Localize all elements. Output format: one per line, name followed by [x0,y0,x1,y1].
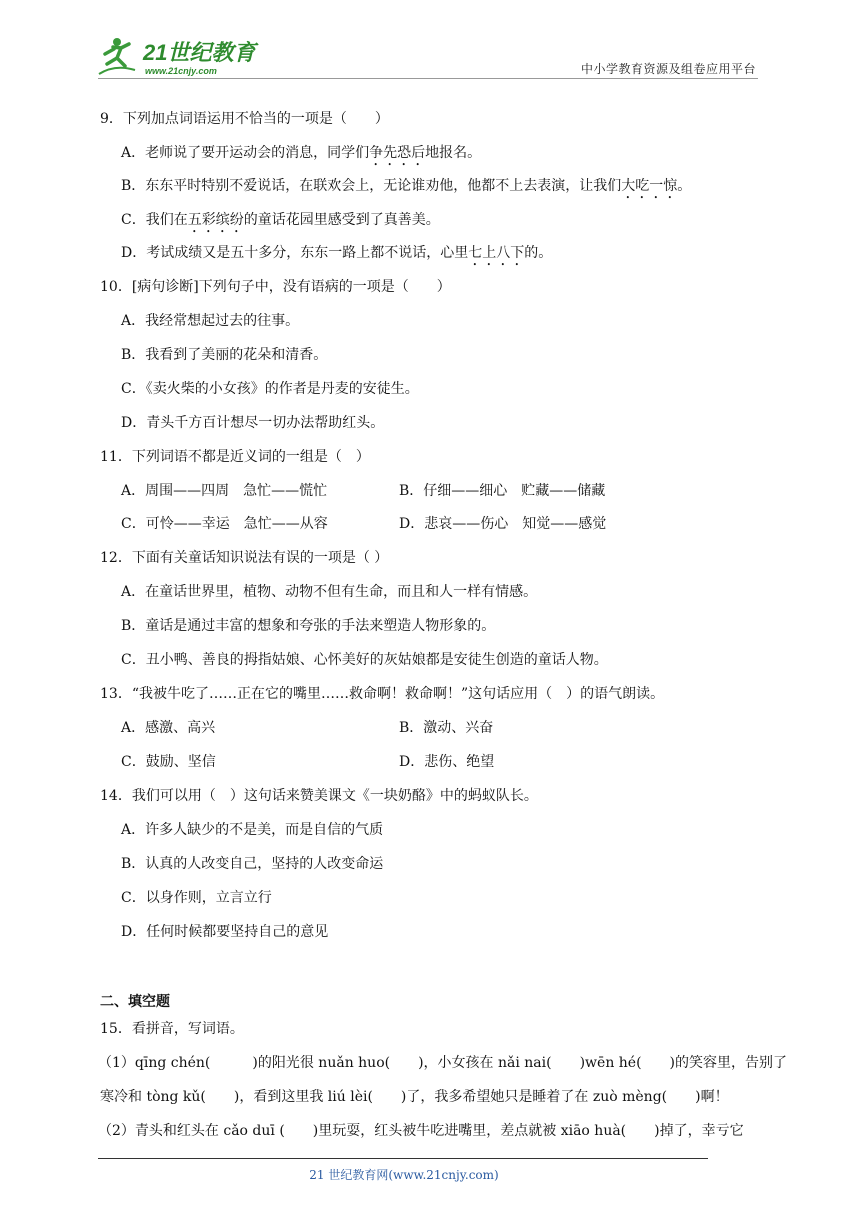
footer-divider [98,1158,708,1159]
q10-stem: 10．[病句诊断]下列句子中，没有语病的一项是（ ） [100,279,451,295]
q14-option-c: C．以身作则，立言立行 [121,890,272,906]
section-title-fill-in: 二、填空题 [100,994,170,1010]
q13-option-d: D．悲伤、绝望 [399,754,495,770]
q12-stem: 12．下面有关童话知识说法有误的一项是（ ） [100,550,389,566]
runner-icon [99,38,135,74]
q9-dotted-word-d: 七上八下 [468,245,525,261]
q9-option-a: A．老师说了要开运动会的消息，同学们争先恐后地报名。 [121,145,482,161]
q11-option-d: D．悲哀——伤心 知觉——感觉 [399,516,607,532]
logo-text: 21世纪教育 [143,40,256,65]
q15-stem: 15．看拼音，写词语。 [100,1021,244,1037]
q10-option-c: C．《卖火柴的小女孩》的作者是丹麦的安徒生。 [121,381,419,397]
q12-option-c: C．丑小鸭、善良的拇指姑娘、心怀美好的灰姑娘都是安徒生创造的童话人物。 [121,652,608,668]
q12-option-a: A．在童话世界里，植物、动物不但有生命，而且和人一样有情感。 [121,584,538,600]
q10-option-b: B．我看到了美丽的花朵和清香。 [121,347,328,363]
logo-url: www.21cnjy.com [145,66,217,76]
footer-text[interactable]: 21 世纪教育网(www.21cnjy.com) [309,1168,499,1182]
header-divider [98,78,758,79]
q10-option-a: A．我经常想起过去的往事。 [121,313,300,329]
q14-option-d: D．任何时候都要坚持自己的意见 [121,924,329,940]
q11-option-b: B．仔细——细心 贮藏——储藏 [399,483,606,499]
q14-option-a: A．许多人缺少的不是美，而是自信的气质 [121,822,384,838]
q11-option-c: C．可怜——幸运 急忙——从容 [121,516,328,532]
q13-option-c: C．鼓励、坚信 [121,754,216,770]
q9-stem: 9．下列加点词语运用不恰当的一项是（ ） [100,111,389,127]
q14-option-b: B．认真的人改变自己，坚持的人改变命运 [121,856,384,872]
q9-dotted-word-b: 大吃一惊 [621,178,678,194]
q9-option-d: D．考试成绩又是五十多分，东东一路上都不说话，心里七上八下的。 [121,245,553,261]
site-logo [95,34,260,78]
q9-option-c: C．我们在五彩缤纷的童话花园里感受到了真善美。 [121,212,440,228]
q11-option-a: A．周围——四周 急忙——慌忙 [121,483,328,499]
q9-dotted-word-c: 五彩缤纷 [187,212,244,228]
header-platform-text: 中小学教育资源及组卷应用平台 [580,62,756,76]
q11-stem: 11．下列词语不都是近义词的一组是（ ） [100,449,370,465]
q12-option-b: B．童话是通过丰富的想象和夸张的手法来塑造人物形象的。 [121,618,496,634]
q9-dotted-word-a: 争先恐后 [369,145,426,161]
q13-option-a: A．感激、高兴 [121,720,216,736]
q15-part1-line1: （1）qīng chén( )的阳光很 nuǎn huo( )，小女孩在 nǎi nai( )wēn hé( )的笑容里，告别了 [98,1055,788,1071]
q13-stem: 13．“我被牛吃了……正在它的嘴里……救命啊！救命啊！”这句话应用（ ）的语气朗读。 [100,686,665,702]
q15-part2-line1: （2）青头和红头在 cǎo duī ( )里玩耍，红头被牛吃进嘴里，差点就被 xiāo huà( )掉了，幸亏它 [98,1123,744,1139]
q14-stem: 14．我们可以用（ ）这句话来赞美课文《一块奶酪》中的蚂蚁队长。 [100,788,538,804]
q9-option-b: B．东东平时特别不爱说话，在联欢会上，无论谁劝他，他都不上去表演，让我们大吃一惊。 [121,178,692,194]
q10-option-d: D．青头千方百计想尽一切办法帮助红头。 [121,415,385,431]
q15-part1-line2: 寒冷和 tòng kǔ( )，看到这里我 liú lèi( )了，我多希望她只是睡着了在 zuò mèng( )啊！ [100,1089,729,1105]
q13-option-b: B．激动、兴奋 [399,720,494,736]
